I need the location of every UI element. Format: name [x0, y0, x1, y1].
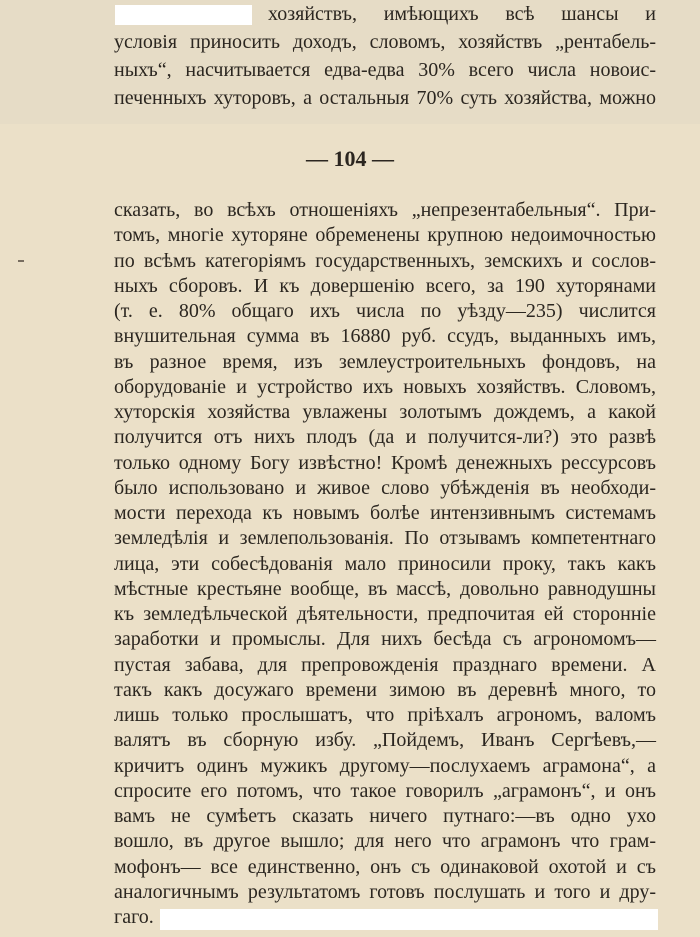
- text-line: (т. е. 80% общаго ихъ числа по уѣзду—235) числится: [114, 300, 656, 322]
- text-line: было использовано и живое слово убѣжденія въ необходи-: [114, 476, 656, 499]
- text-line: получится отъ нихъ плодъ (да и получится-ли?) это развѣ: [114, 426, 656, 449]
- text-line: мости перехода къ новымъ болѣе интензивнымъ системамъ: [114, 502, 656, 524]
- text-line: хозяйствъ, имѣющихъ всѣ шансы и: [268, 3, 656, 25]
- text-line: кричитъ одинъ мужикъ другому—послухаемъ аграмона“, а: [114, 754, 656, 777]
- text-line: къ земледѣльческой дѣятельности, предпочитая ей сторонніе: [114, 603, 656, 625]
- text-line: валятъ въ сборную избу. „Пойдемъ, Иванъ Сергѣевъ,—: [114, 729, 656, 752]
- redaction-box-top: [115, 5, 252, 25]
- text-line: хуторскія хозяйства увлажены золотымъ дождемъ, а какой: [114, 401, 656, 423]
- text-line: сказать, во всѣхъ отношеніяхъ „непрезентабельныя“. При-: [114, 199, 656, 221]
- text-line: ныхъ“, насчитывается едва-едва 30% всего числа новоис-: [114, 59, 656, 81]
- margin-mark: [18, 260, 24, 262]
- page-number: — 104 —: [306, 146, 394, 171]
- text-line: лица, эти собесѣдованія мало приносили проку, такъ какъ: [114, 552, 656, 575]
- text-line: томъ, многіе хуторяне обременены крупною недоимочностью: [114, 224, 656, 247]
- text-line: въ разное время, изъ землеустроительныхъ фондовъ, на: [114, 350, 656, 373]
- text-line: вамъ не сумѣетъ сказать ничего путнаго:—въ одно ухо: [114, 805, 656, 827]
- redaction-box-bottom: [160, 909, 658, 930]
- text-line: мофонъ— все единственно, онъ съ одинаковой охотой и съ: [114, 855, 656, 878]
- text-line: пустая забава, для препровожденія празднаго времени. А: [114, 653, 656, 676]
- text-line: оборудованіе и устройство ихъ новыхъ хозяйствъ. Словомъ,: [114, 375, 656, 398]
- text-line: только одному Богу извѣстно! Кромѣ денежныхъ рессурсовъ: [114, 451, 656, 474]
- text-line: аналогичнымъ результатомъ готовъ послушать и того и дру-: [114, 880, 656, 903]
- text-line: по всѣмъ категоріямъ государственныхъ, земскихъ и сослов-: [114, 249, 656, 272]
- text-line: вошло, въ другое вышло; для него что аграмонъ что грам-: [114, 830, 656, 853]
- text-line: заработки и промыслы. Для нихъ бесѣда съ агрономомъ—: [114, 628, 656, 651]
- text-line: условія приносить доходъ, словомъ, хозяйствъ „рентабель-: [114, 31, 656, 53]
- text-line: ныхъ сборовъ. И къ довершенію всего, за 190 хуторянами: [114, 274, 656, 297]
- text-line: лишь только прослышатъ, что пріѣхалъ агрономъ, валомъ: [114, 704, 656, 726]
- text-line: внушительная сумма въ 16880 руб. ссудъ, выданныхъ имъ,: [114, 325, 656, 348]
- text-line: печенныхъ хуторовъ, а остальныя 70% суть хозяйства, можно: [114, 87, 656, 109]
- text-line: земледѣлія и землепользованія. По отзывамъ компетентнаго: [114, 527, 656, 550]
- text-line: мѣстные крестьяне вообще, въ массѣ, довольно равнодушны: [114, 577, 656, 600]
- text-line: спросите его потомъ, что такое говорилъ „аграмонъ“, и онъ: [114, 779, 656, 802]
- text-line: гаго.: [114, 906, 154, 928]
- text-line: такъ какъ досужаго времени зимою въ деревнѣ много, то: [114, 678, 656, 701]
